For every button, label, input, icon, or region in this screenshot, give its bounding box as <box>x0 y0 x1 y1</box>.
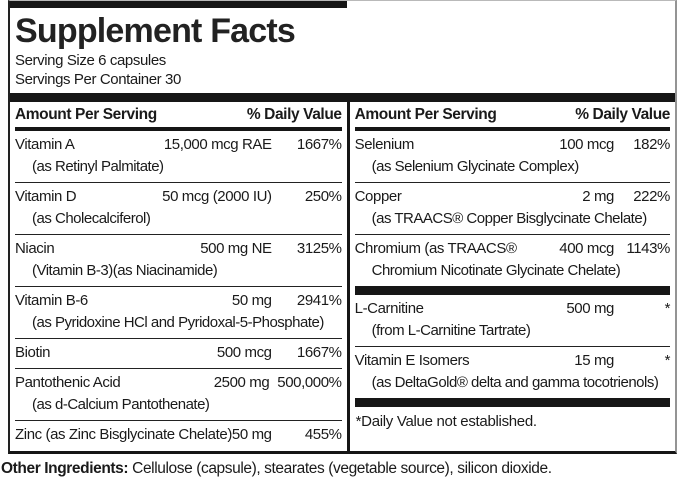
nutrient-amount: 50 mcg (2000 IU) <box>162 188 272 205</box>
group-divider-bar <box>355 286 670 295</box>
nutrient-dv: 455% <box>304 426 342 443</box>
nutrient-dv: 500,000% <box>277 374 342 391</box>
nutrient-amount: 500 mg NE <box>200 240 272 257</box>
nutrient-amount: 50 mg <box>231 292 272 309</box>
supplement-facts-panel <box>8 0 677 454</box>
right-column-header <box>355 102 670 131</box>
nutrient-amount: 2500 mg <box>213 374 270 391</box>
nutrient-row-niacin <box>15 234 342 286</box>
nutrient-row-copper <box>355 182 670 234</box>
nutrient-row-vitamin-a <box>15 131 342 182</box>
other-ingredients-label: Other Ingredients: <box>1 460 129 477</box>
nutrient-source: (as Pyridoxine HCl and Pyridoxal-5-Phosphate) <box>32 314 324 331</box>
nutrient-amount: 500 mg <box>566 300 614 317</box>
right-rows-group-1 <box>355 131 670 286</box>
nutrient-row-vitamin-e-isomers <box>355 346 670 398</box>
nutrient-dv: 222% <box>633 188 670 205</box>
nutrient-name: Copper <box>354 188 402 205</box>
right-rows-group-2 <box>355 295 670 398</box>
nutrient-source: (as Retinyl Palmitate) <box>32 158 164 175</box>
panel-header <box>10 8 675 89</box>
nutrient-name: Selenium <box>354 136 414 153</box>
daily-value-label: % Daily Value <box>246 106 342 123</box>
nutrient-amount: 15 mg <box>574 352 614 369</box>
nutrient-row-selenium <box>355 131 670 182</box>
nutrient-name: Vitamin E Isomers <box>354 352 470 369</box>
nutrient-amount: 15,000 mcg RAE <box>163 136 272 153</box>
footnote-divider-bar <box>355 398 670 407</box>
nutrient-row-vitamin-d <box>15 182 342 234</box>
panel-title: Supplement Facts <box>15 12 296 50</box>
nutrient-source: (as Selenium Glycinate Complex) <box>371 158 579 175</box>
nutrient-dv: 182% <box>633 136 670 153</box>
nutrient-row-biotin <box>15 338 342 368</box>
nutrient-dv: * <box>664 352 670 369</box>
top-accent-bar <box>10 1 347 8</box>
nutrient-dv: 1667% <box>296 344 342 361</box>
header-divider-bar <box>10 93 675 102</box>
right-column <box>350 102 675 451</box>
amount-per-serving-label: Amount Per Serving <box>15 106 157 123</box>
amount-per-serving-label: Amount Per Serving <box>354 106 497 123</box>
nutrient-name: Vitamin A <box>15 136 75 153</box>
servings-per-container: Servings Per Container 30 <box>15 71 181 88</box>
nutrient-row-zinc <box>15 420 342 450</box>
nutrient-dv: 1667% <box>296 136 342 153</box>
nutrient-row-vitamin-b6 <box>15 286 342 338</box>
nutrient-dv: 3125% <box>296 240 342 257</box>
nutrient-source: (as TRAACS® Copper Bisglycinate Chelate) <box>371 210 647 227</box>
nutrient-dv: 2941% <box>296 292 342 309</box>
left-column <box>10 102 350 451</box>
nutrient-name: Chromium (as TRAACS® <box>354 240 517 257</box>
nutrient-name: L-Carnitine <box>354 300 424 317</box>
nutrient-amount: 50 mg <box>231 426 272 443</box>
nutrient-amount: 2 mg <box>582 188 614 205</box>
nutrient-row-chromium <box>355 234 670 286</box>
nutrient-amount: 400 mcg <box>559 240 614 257</box>
other-ingredients <box>1 459 678 479</box>
nutrient-row-l-carnitine <box>355 295 670 346</box>
nutrient-name: Vitamin B-6 <box>15 292 88 309</box>
left-column-header <box>15 102 342 131</box>
nutrient-name: Vitamin D <box>15 188 77 205</box>
nutrient-columns <box>10 102 675 451</box>
nutrient-source: (as Cholecalciferol) <box>32 210 151 227</box>
nutrient-source: Chromium Nicotinate Glycinate Chelate) <box>371 262 621 279</box>
nutrient-dv: 250% <box>304 188 342 205</box>
other-ingredients-text: Cellulose (capsule), stearates (vegetable source), silicon dioxide. <box>132 460 552 477</box>
daily-value-label: % Daily Value <box>575 106 670 123</box>
nutrient-row-pantothenic-acid <box>15 368 342 420</box>
nutrient-amount: 500 mcg <box>216 344 272 361</box>
serving-size: Serving Size 6 capsules <box>15 52 166 69</box>
nutrient-dv: * <box>664 300 670 317</box>
nutrient-source: (from L-Carnitine Tartrate) <box>371 322 531 339</box>
nutrient-source: (Vitamin B-3)(as Niacinamide) <box>32 262 218 279</box>
nutrient-name: Biotin <box>15 344 51 361</box>
nutrient-amount: 100 mcg <box>559 136 614 153</box>
nutrient-name: Zinc (as Zinc Bisglycinate Chelate) <box>15 426 232 443</box>
nutrient-name: Pantothenic Acid <box>15 374 121 391</box>
daily-value-footnote: *Daily Value not established. <box>355 413 537 430</box>
nutrient-name: Niacin <box>15 240 55 257</box>
nutrient-dv: 1143% <box>626 240 670 257</box>
nutrient-source: (as d-Calcium Pantothenate) <box>32 396 210 413</box>
left-rows <box>15 131 342 450</box>
nutrient-source: (as DeltaGold® delta and gamma tocotrienols) <box>371 374 659 391</box>
